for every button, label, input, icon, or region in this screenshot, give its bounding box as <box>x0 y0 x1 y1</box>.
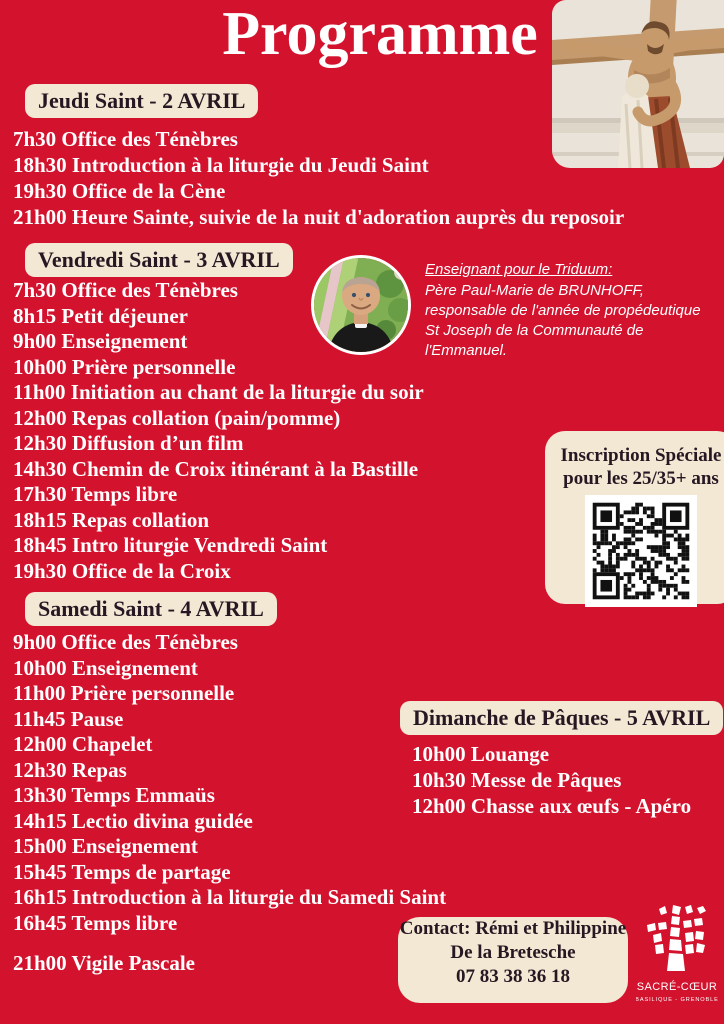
logo-title: SACRÉ-CŒUR <box>636 981 718 993</box>
schedule-item: 9h00 Enseignement <box>13 329 188 353</box>
schedule-item: 7h30 Office des Ténèbres <box>13 278 238 302</box>
schedule-item: 10h00 Prière personnelle <box>13 354 236 379</box>
schedule-item: 7h30 Office des Ténèbres <box>13 127 238 151</box>
mosaic-cross-icon <box>636 900 718 1014</box>
schedule-item: 19h30 Office de la Croix <box>13 558 231 583</box>
inscription-box <box>545 431 724 604</box>
page-title: Programme <box>222 0 538 68</box>
basilica-logo <box>636 900 718 1014</box>
schedule-item: 12h30 Repas <box>13 757 127 782</box>
section-header-samedi: Samedi Saint - 4 AVRIL <box>25 592 277 626</box>
schedule-item: 10h00 Enseignement <box>13 655 198 680</box>
schedule-item: 17h30 Temps libre <box>13 482 178 506</box>
contact-line: De la Bretesche <box>450 942 576 963</box>
logo-subtitle: BASILIQUE - GRENOBLE <box>636 997 718 1003</box>
contact-line: 07 83 38 36 18 <box>456 966 570 987</box>
priest-photo <box>311 255 411 355</box>
schedule-item: 18h45 Intro liturgie Vendredi Saint <box>13 533 328 557</box>
schedule-item: 12h00 Chapelet <box>13 732 153 756</box>
schedule-item: 21h00 Heure Sainte, suivie de la nuit d'adoration auprès du reposoir <box>13 205 625 229</box>
teacher-line: St Joseph de la Communauté de <box>425 322 644 339</box>
teacher-line: responsable de l'année de propédeutique <box>425 302 701 319</box>
schedule-item: 11h00 Prière personnelle <box>13 681 235 705</box>
teacher-info <box>425 260 701 361</box>
teacher-lines <box>425 281 701 361</box>
contact-line: Contact: Rémi et Philippine <box>399 918 627 939</box>
schedule-item: 16h45 Temps libre <box>13 910 178 935</box>
schedule-item: 11h45 Pause <box>13 706 124 731</box>
schedule-item: 18h15 Repas collation <box>13 507 210 532</box>
schedule-item: 12h00 Repas collation (pain/pomme) <box>13 405 341 430</box>
schedule-item: 11h00 Initiation au chant de la liturgie du soir <box>13 380 424 404</box>
schedule-item: 15h45 Temps de partage <box>13 859 231 884</box>
schedule-item: 10h00 Louange <box>412 742 550 766</box>
jeudi-schedule <box>13 126 624 230</box>
schedule-item: 15h00 Enseignement <box>13 834 198 858</box>
schedule-item: 8h15 Petit déjeuner <box>13 303 188 328</box>
contact-box <box>398 917 628 1003</box>
samedi-schedule <box>13 630 446 936</box>
inscription-title-line2: pour les 25/35+ ans <box>563 468 719 489</box>
schedule-item: 13h30 Temps Emmaüs <box>13 783 215 807</box>
schedule-item: 12h30 Diffusion d’un film <box>13 431 244 455</box>
schedule-item: 14h15 Lectio divina guidée <box>13 808 253 833</box>
schedule-item: 14h30 Chemin de Croix itinérant à la Bastille <box>13 456 419 481</box>
teacher-line: l'Emmanuel. <box>425 342 508 359</box>
section-header-jeudi: Jeudi Saint - 2 AVRIL <box>25 84 258 118</box>
samedi-late-item: 21h00 Vigile Pascale <box>13 951 195 975</box>
teacher-line: Père Paul-Marie de BRUNHOFF, <box>425 282 644 299</box>
qr-code <box>585 495 697 607</box>
section-header-dimanche: Dimanche de Pâques - 5 AVRIL <box>400 701 723 735</box>
schedule-item: 16h15 Introduction à la liturgie du Samedi Saint <box>13 885 447 909</box>
dimanche-schedule <box>412 741 691 819</box>
schedule-item: 18h30 Introduction à la liturgie du Jeudi Saint <box>13 153 429 177</box>
section-header-vendredi: Vendredi Saint - 3 AVRIL <box>25 243 293 277</box>
teacher-heading: Enseignant pour le Triduum: <box>425 261 613 278</box>
priest-photo-image <box>314 258 408 352</box>
schedule-item: 10h30 Messe de Pâques <box>412 768 622 792</box>
inscription-title-line1: Inscription Spéciale <box>560 445 722 466</box>
schedule-item: 19h30 Office de la Cène <box>13 179 226 203</box>
schedule-item: 9h00 Office des Ténèbres <box>13 630 238 654</box>
schedule-item: 12h00 Chasse aux œufs - Apéro <box>412 794 692 818</box>
